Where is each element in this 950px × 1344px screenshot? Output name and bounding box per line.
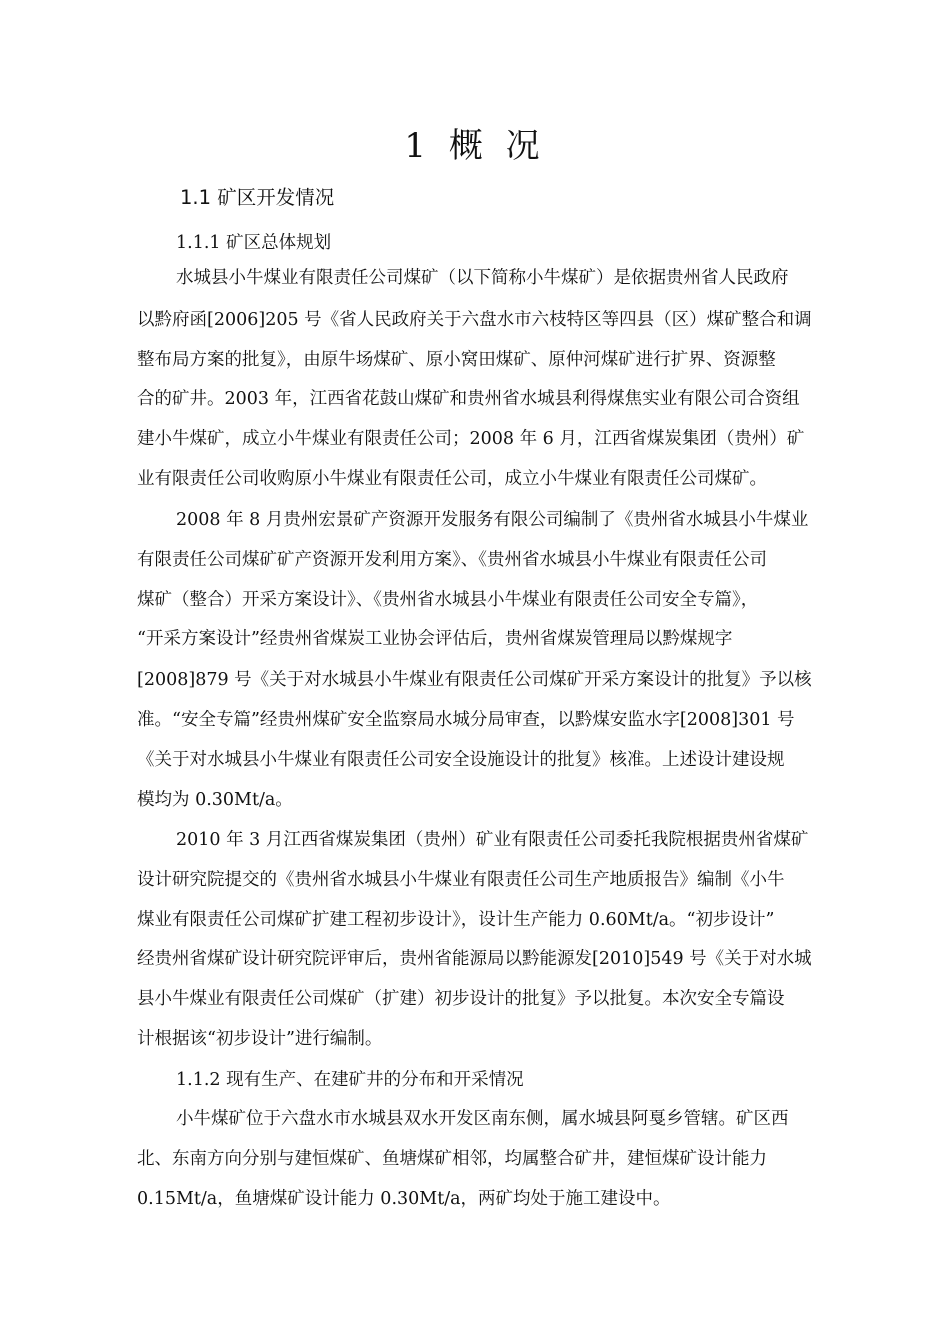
paragraph-line: 小牛煤矿位于六盘水市水城县双水开发区南东侧，属水城县阿戛乡管辖。矿区西 (176, 1109, 789, 1129)
paragraph-line: 2008 年 8 月贵州宏景矿产资源开发服务有限公司编制了《贵州省水城县小牛煤业 (176, 510, 809, 530)
paragraph-line: 模均为 0.30Mt/a。 (137, 790, 293, 810)
paragraph-line: 《关于对水城县小牛煤业有限责任公司安全设施设计的批复》核准。上述设计建设规 (137, 750, 785, 770)
paragraph-line: 煤矿（整合）开采方案设计》、《贵州省水城县小牛煤业有限责任公司安全专篇》， (137, 590, 759, 610)
paragraph-line: 有限责任公司煤矿矿产资源开发利用方案》、《贵州省水城县小牛煤业有限责任公司 (137, 550, 767, 570)
paragraph-line: 经贵州省煤矿设计研究院评审后，贵州省能源局以黔能源发[2010]549 号《关于对水城 (137, 949, 812, 969)
paragraph-line: “开采方案设计”经贵州省煤炭工业协会评估后，贵州省煤炭管理局以黔煤规字 (137, 629, 733, 649)
paragraph-line: 整布局方案的批复》，由原牛场煤矿、原小窝田煤矿、原仲河煤矿进行扩界、资源整 (137, 350, 776, 370)
paragraph-line: 业有限责任公司收购原小牛煤业有限责任公司，成立小牛煤业有限责任公司煤矿。 (137, 469, 767, 489)
paragraph-line: 准。“安全专篇”经贵州煤矿安全监察局水城分局审查，以黔煤安监水字[2008]301 号 (137, 710, 795, 730)
paragraph-line: 计根据该“初步设计”进行编制。 (137, 1029, 383, 1049)
paragraph-line: 设计研究院提交的《贵州省水城县小牛煤业有限责任公司生产地质报告》编制《小牛 (137, 870, 785, 890)
paragraph-line: 水城县小牛煤业有限责任公司煤矿（以下简称小牛煤矿）是依据贵州省人民政府 (176, 268, 789, 288)
paragraph-line: 以黔府函[2006]205 号《省人民政府关于六盘水市六枝特区等四县（区）煤矿整合和调 (137, 310, 812, 330)
paragraph-line: 合的矿井。2003 年，江西省花鼓山煤矿和贵州省水城县利得煤焦实业有限公司合资组 (137, 389, 800, 409)
subsection-heading-1-1-1: 1.1.1 矿区总体规划 (176, 233, 332, 253)
paragraph-line: 县小牛煤业有限责任公司煤矿（扩建）初步设计的批复》予以批复。本次安全专篇设 (137, 989, 785, 1009)
paragraph-line: 煤业有限责任公司煤矿扩建工程初步设计》，设计生产能力 0.60Mt/a。“初步设计” (137, 910, 775, 930)
subsection-heading-1-1-2: 1.1.2 现有生产、在建矿井的分布和开采情况 (176, 1070, 524, 1090)
paragraph-line: 建小牛煤矿，成立小牛煤业有限责任公司；2008 年 6 月，江西省煤炭集团（贵州）矿 (137, 429, 805, 449)
chapter-title: 1 概 况 (404, 126, 546, 166)
section-title: 1.1 矿区开发情况 (180, 186, 335, 209)
paragraph-line: 2010 年 3 月江西省煤炭集团（贵州）矿业有限责任公司委托我院根据贵州省煤矿 (176, 830, 809, 850)
paragraph-line: [2008]879 号《关于对水城县小牛煤业有限责任公司煤矿开采方案设计的批复》予以核 (137, 670, 812, 690)
paragraph-line: 北、东南方向分别与建恒煤矿、鱼塘煤矿相邻，均属整合矿井，建恒煤矿设计能力 (137, 1149, 767, 1169)
paragraph-line: 0.15Mt/a，鱼塘煤矿设计能力 0.30Mt/a，两矿均处于施工建设中。 (137, 1189, 671, 1209)
